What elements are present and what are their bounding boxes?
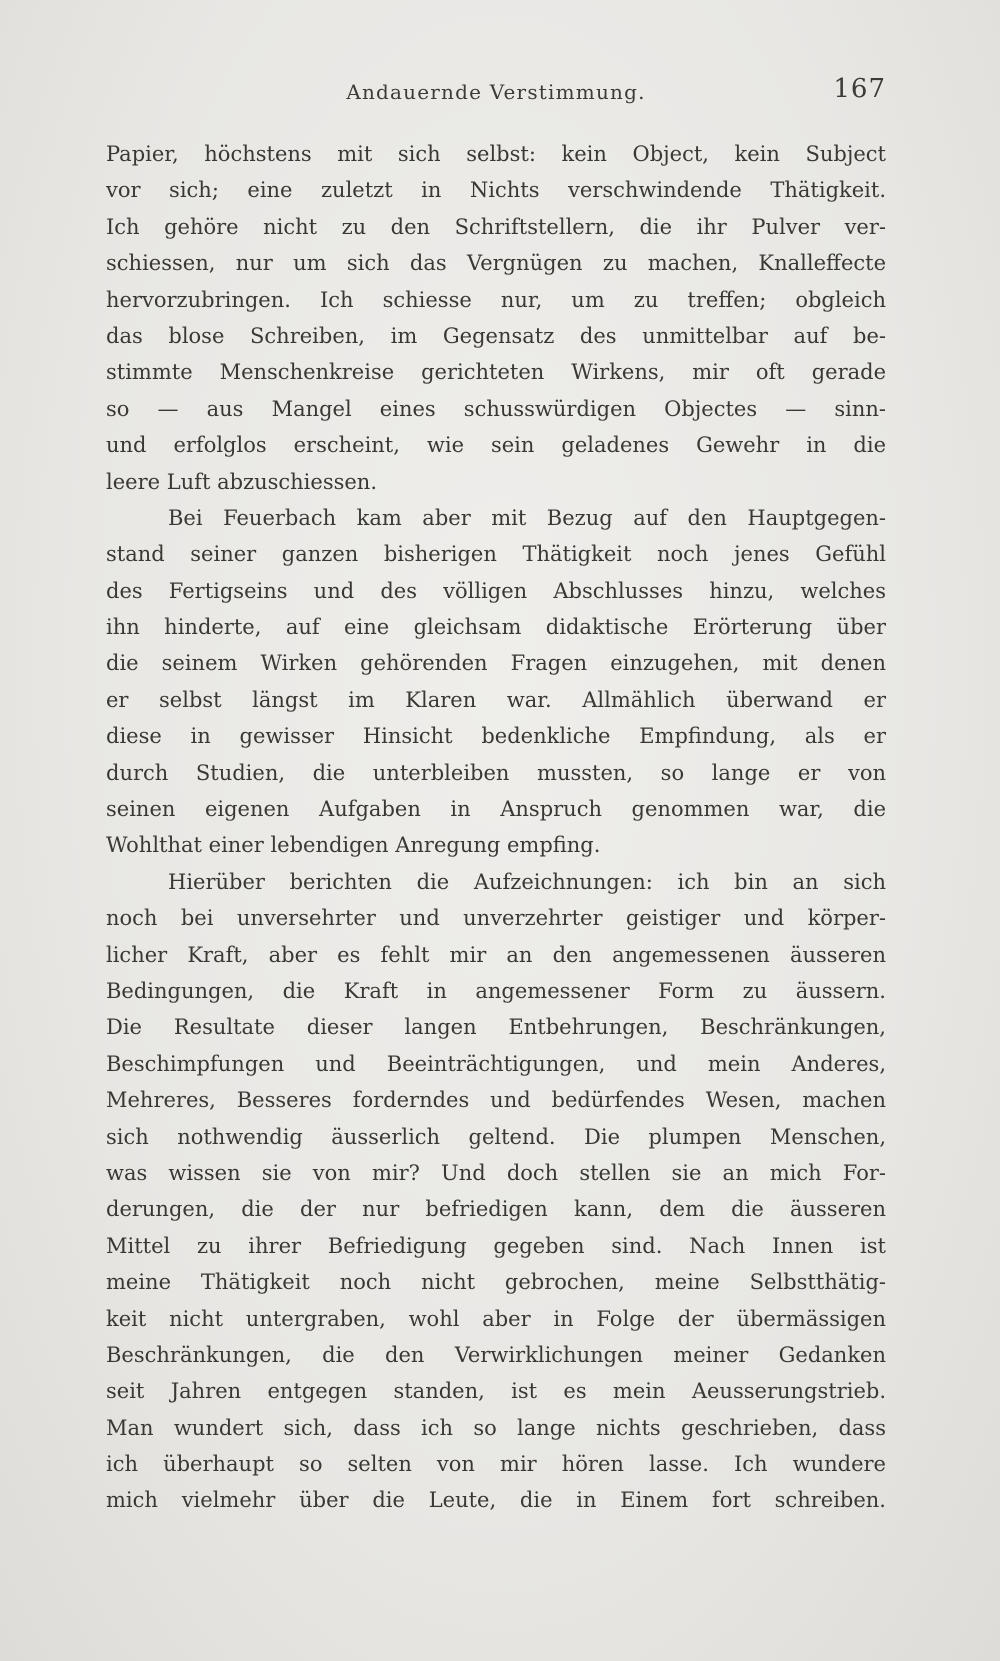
text-line: derungen, die der nur befriedigen kann, dem die äusseren bbox=[106, 1197, 886, 1222]
text-line: Man wundert sich, dass ich so lange nichts geschrieben, dass bbox=[106, 1415, 886, 1440]
text-line: keit nicht untergraben, wohl aber in Folge der übermässigen bbox=[106, 1306, 886, 1331]
text-line: Bedingungen, die Kraft in angemessener Form zu äussern. bbox=[106, 978, 886, 1003]
text-line: leere Luft abzuschiessen. bbox=[106, 469, 378, 494]
text-line: ich überhaupt so selten von mir hören lasse. Ich wundere bbox=[106, 1452, 886, 1477]
text-line: so — aus Mangel eines schusswürdigen Objectes — sinn- bbox=[106, 396, 886, 421]
body-text bbox=[106, 136, 886, 1519]
text-line: vor sich; eine zuletzt in Nichts verschwindende Thätigkeit. bbox=[106, 178, 886, 203]
text-line: Papier, höchstens mit sich selbst: kein Object, kein Subject bbox=[106, 142, 886, 166]
text-line: diese in gewisser Hinsicht bedenkliche Empfindung, als er bbox=[106, 724, 886, 749]
page-number: 167 bbox=[833, 74, 886, 104]
text-line: seinen eigenen Aufgaben in Anspruch genommen war, die bbox=[106, 797, 886, 822]
text-line: Mittel zu ihrer Befriedigung gegeben sind. Nach Innen ist bbox=[106, 1233, 886, 1258]
text-line: Hierüber berichten die Aufzeichnungen: ich bin an sich bbox=[168, 869, 886, 894]
text-line: seit Jahren entgegen standen, ist es mein Aeusserungstrieb. bbox=[106, 1379, 886, 1404]
text-line: meine Thätigkeit noch nicht gebrochen, meine Selbstthätig- bbox=[106, 1270, 886, 1295]
text-line: sich nothwendig äusserlich geltend. Die plumpen Menschen, bbox=[106, 1124, 886, 1149]
text-line: hervorzubringen. Ich schiesse nur, um zu treffen; obgleich bbox=[106, 287, 886, 312]
text-line: schiessen, nur um sich das Vergnügen zu machen, Knalleffecte bbox=[106, 251, 886, 276]
text-line: ihn hinderte, auf eine gleichsam didaktische Erörterung über bbox=[106, 615, 886, 640]
text-line: und erfolglos erscheint, wie sein geladenes Gewehr in die bbox=[106, 433, 886, 458]
running-title: Andauernde Verstimmung. bbox=[346, 80, 646, 104]
text-line: er selbst längst im Klaren war. Allmählich überwand er bbox=[106, 687, 886, 712]
text-line: licher Kraft, aber es fehlt mir an den angemessenen äusseren bbox=[106, 942, 886, 967]
text-line: Bei Feuerbach kam aber mit Bezug auf den Hauptgegen- bbox=[168, 505, 886, 530]
text-line: Die Resultate dieser langen Entbehrungen, Beschränkungen, bbox=[106, 1015, 886, 1040]
text-line: durch Studien, die unterbleiben mussten, so lange er von bbox=[106, 760, 886, 785]
text-line: Beschränkungen, die den Verwirklichungen meiner Gedanken bbox=[106, 1342, 886, 1367]
text-line: stand seiner ganzen bisherigen Thätigkeit noch jenes Gefühl bbox=[106, 542, 886, 567]
text-line: mich vielmehr über die Leute, die in Einem fort schreiben. bbox=[106, 1488, 886, 1513]
text-line: die seinem Wirken gehörenden Fragen einzugehen, mit denen bbox=[106, 651, 886, 676]
text-line: Beschimpfungen und Beeinträchtigungen, und mein Anderes, bbox=[106, 1051, 886, 1076]
page-header bbox=[106, 74, 886, 114]
text-line: Mehreres, Besseres forderndes und bedürfendes Wesen, machen bbox=[106, 1088, 886, 1113]
text-line: Ich gehöre nicht zu den Schriftstellern, die ihr Pulver ver- bbox=[106, 214, 886, 239]
text-line: was wissen sie von mir? Und doch stellen sie an mich For- bbox=[106, 1160, 886, 1185]
text-line: stimmte Menschenkreise gerichteten Wirkens, mir oft gerade bbox=[106, 360, 886, 385]
text-line: noch bei unversehrter und unverzehrter geistiger und körper- bbox=[106, 906, 886, 931]
text-line: Wohlthat einer lebendigen Anregung empfing. bbox=[106, 833, 601, 858]
text-line: das blose Schreiben, im Gegensatz des unmittelbar auf be- bbox=[106, 323, 886, 348]
text-line: des Fertigseins und des völligen Abschlusses hinzu, welches bbox=[106, 578, 886, 603]
